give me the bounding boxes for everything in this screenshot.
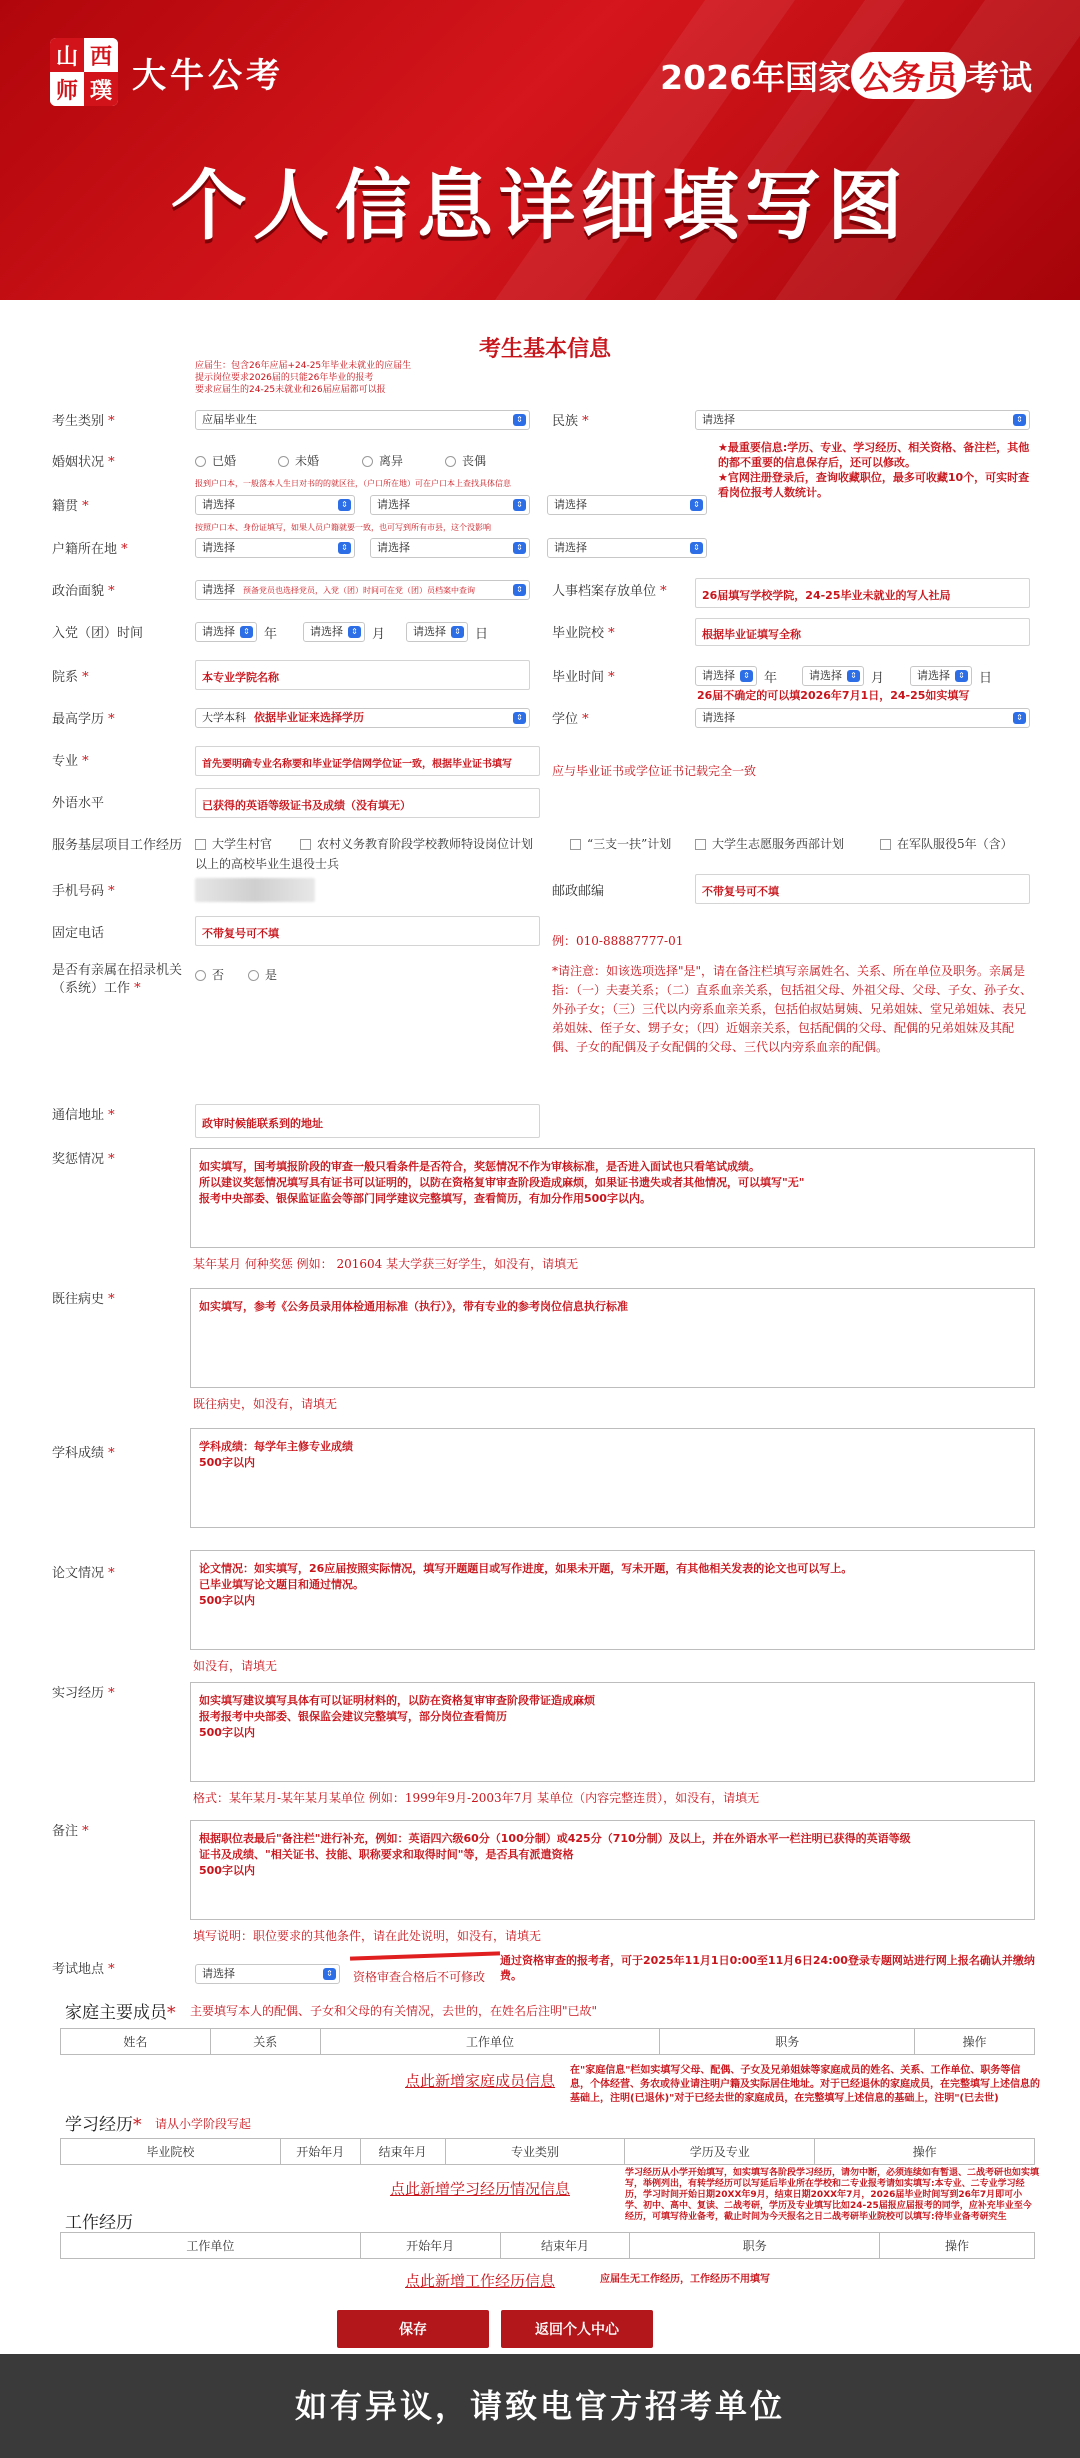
- native-note: 按照户口本、身份证填写，如果人员户籍就要一致，也可写到所有市县，这个没影响: [195, 523, 491, 532]
- internship-textarea[interactable]: 如实填写建议填写具体有可以证明材料的，以防在资格复审审查阶段带证造成麻烦 报考报考中央部委、银保监会建议完整填写，部分岗位查看简历 500字以内: [190, 1682, 1035, 1782]
- grad-year-select[interactable]: 请选择 ⇕: [695, 666, 757, 686]
- department-label: 院系 *: [52, 670, 89, 685]
- internship-hint: 格式：某年某月-某年某月某单位 例如：1999年9月-2003年7月 某单位（内容完整连贯），如没有，请填无: [193, 1791, 760, 1805]
- work-col-company: 工作单位: [61, 2233, 361, 2259]
- chevron-down-icon: ⇕: [240, 626, 253, 638]
- family-title: 家庭主要成员*: [65, 2003, 176, 2023]
- service-label: 服务基层项目工作经历: [52, 838, 183, 853]
- native-county-select[interactable]: 请选择 ⇕: [547, 495, 707, 515]
- family-table: [60, 2028, 1035, 2055]
- address-label: 通信地址 *: [52, 1108, 115, 1123]
- checkbox-icon: [695, 839, 706, 850]
- relatives-option-yes[interactable]: 是: [248, 966, 277, 983]
- grad-note: 26届不确定的可以填2026年7月1日，24-25如实填写: [697, 689, 970, 702]
- back-button[interactable]: 返回个人中心: [501, 2310, 653, 2348]
- service-option-sanzhi[interactable]: “三支一扶”计划: [570, 835, 671, 852]
- grad-day-select[interactable]: 请选择 ⇕: [910, 666, 972, 686]
- marital-option-married[interactable]: 已婚: [195, 452, 236, 469]
- landline-example: 例：010-88887777-01: [552, 934, 684, 948]
- email-input[interactable]: 不带复号可不填: [695, 874, 1030, 904]
- internship-label: 实习经历 *: [52, 1686, 115, 1701]
- save-button[interactable]: 保存: [337, 2310, 489, 2348]
- grad-date-label: 毕业时间 *: [552, 670, 615, 685]
- thesis-hint: 如没有，请填无: [193, 1659, 278, 1673]
- chevron-down-icon: ⇕: [513, 414, 526, 426]
- radio-icon: [278, 456, 289, 467]
- radio-icon: [195, 456, 206, 467]
- work-title: 工作经历: [65, 2213, 133, 2233]
- chevron-down-icon: ⇕: [451, 626, 464, 638]
- school-label: 毕业院校 *: [552, 626, 615, 641]
- native-city-select[interactable]: 请选择 ⇕: [370, 495, 530, 515]
- medical-textarea[interactable]: 如实填写，参考《公务员录用体检通用标准（执行）》，带有专业的参考岗位信息执行标准: [190, 1288, 1035, 1388]
- chevron-down-icon: ⇕: [338, 499, 351, 511]
- chevron-down-icon: ⇕: [513, 584, 526, 596]
- form-area: [50, 310, 1040, 2338]
- ethnicity-label: 民族 *: [552, 414, 589, 429]
- work-note: 应届生无工作经历，工作经历不用填写: [600, 2274, 770, 2285]
- location-select[interactable]: 请选择 ⇕: [195, 1964, 340, 1984]
- study-col-major-type: 专业类别: [445, 2139, 625, 2165]
- chevron-down-icon: ⇕: [513, 542, 526, 554]
- radio-icon: [362, 456, 373, 467]
- family-col-relation: 关系: [210, 2029, 320, 2055]
- hukou-province-select[interactable]: 请选择 ⇕: [195, 538, 355, 558]
- location-note: 通过资格审查的报考者，可于2025年11月1日0:00至11月6日24:00登录专题网站进行网上报名确认并缴纳费。: [500, 1954, 1035, 1982]
- address-input[interactable]: 政审时候能联系到的地址: [195, 1104, 540, 1138]
- education-label: 最高学历 *: [52, 712, 115, 727]
- chevron-down-icon: ⇕: [1013, 414, 1026, 426]
- checkbox-icon: [195, 839, 206, 850]
- english-label: 外语水平: [52, 796, 105, 811]
- family-hint: 主要填写本人的配偶、子女和父母的有关情况，去世的，在姓名后注明"已故": [190, 2004, 598, 2018]
- work-col-end: 结束年月: [500, 2233, 630, 2259]
- service-option-village[interactable]: 大学生村官: [195, 835, 272, 852]
- marital-note: 报到户口本，一般落本人生日对书的的就区往，（户口所在地）可在户口本上查找具体信息: [195, 479, 511, 488]
- political-select[interactable]: 请选择 预备党员也选择党员，入党（团）时间可在党（团）员档案中查询 ⇕: [195, 580, 530, 600]
- relatives-option-no[interactable]: 否: [195, 966, 224, 983]
- marital-option-divorced[interactable]: 离异: [362, 452, 403, 469]
- study-table: [60, 2138, 1035, 2165]
- awards-hint: 某年某月 何种奖惩 例如： 201604 某大学获三好学生，如没有，请填无: [193, 1257, 579, 1271]
- school-input[interactable]: 根据毕业证填写全称: [695, 618, 1030, 646]
- join-date-label: 入党（团）时间: [52, 626, 144, 641]
- service-option-teacher[interactable]: 农村义务教育阶段学校教师特设岗位计划: [300, 835, 533, 852]
- category-select[interactable]: 应届毕业生 ⇕: [195, 410, 530, 430]
- hukou-label: 户籍所在地 *: [52, 542, 128, 557]
- work-table: [60, 2232, 1035, 2259]
- study-col-action: 操作: [815, 2139, 1035, 2165]
- medical-hint: 既往病史，如没有，请填无: [193, 1397, 338, 1411]
- checkbox-icon: [300, 839, 311, 850]
- year-unit: 年: [264, 627, 278, 642]
- location-label: 考试地点 *: [52, 1962, 115, 1977]
- landline-input[interactable]: 不带复号可不填: [195, 916, 540, 946]
- work-col-start: 开始年月: [360, 2233, 500, 2259]
- thesis-label: 论文情况 *: [52, 1566, 115, 1581]
- top-note: 应届生：包含26年应届+24-25年毕业未就业的应届生 提示岗位要求2026届的只能26年毕业的报考 要求应届生的24-25未就业和26届应届都可以报: [195, 361, 412, 395]
- relatives-note: *请注意：如该选项选择"是"，请在备注栏填写亲属姓名、关系、所在单位及职务。亲属是指：（一）夫妻关系；（二）直系血亲关系，包括祖父母、外祖父母、父母、子女、孙子女、外孙子女；（三）三代以内旁系血亲关系，包括伯叔姑舅姨、兄弟姐妹、堂兄弟姐妹、表兄弟姐妹、侄子女、甥子女；（四）近姻亲关系，包括配偶的父母、配偶的兄弟姐妹及其配偶、子女的配偶及子女配偶的父母、三代以内旁系血亲的配偶。: [552, 964, 1033, 1054]
- chevron-down-icon: ⇕: [1013, 712, 1026, 724]
- study-col-end: 结束年月: [360, 2139, 445, 2165]
- location-hint: 资格审查合格后不可修改: [353, 1970, 486, 1984]
- education-select[interactable]: 大学本科 依据毕业证来选择学历 ⇕: [195, 708, 530, 728]
- add-work-link[interactable]: 点此新增工作经历信息: [405, 2272, 556, 2290]
- marital-option-single[interactable]: 未婚: [278, 452, 319, 469]
- english-input[interactable]: 已获得的英语等级证书及成绩（没有填无）: [195, 788, 540, 818]
- family-note: 在"家庭信息"栏如实填写父母、配偶、子女及兄弟姐妹等家庭成员的姓名、关系、工作单位、职务等信息，个体经营、务农或待业请注明户籍及实际居住地址。对于已经退休的家庭成员，在完整填写上述信息的基础上，注明(已退休)"对于已经去世的家庭成员，在完整填写上述信息的基础上，注明"(已去世): [570, 2065, 1040, 2104]
- checkbox-icon: [570, 839, 581, 850]
- year-unit: 年: [764, 671, 778, 686]
- checkbox-icon: [880, 839, 891, 850]
- family-col-company: 工作单位: [320, 2029, 660, 2055]
- study-col-start: 开始年月: [280, 2139, 360, 2165]
- exam-title: 2026年国家 公务员 考试: [660, 52, 1032, 99]
- chevron-down-icon: ⇕: [513, 712, 526, 724]
- medical-label: 既往病史 *: [52, 1292, 115, 1307]
- chevron-down-icon: ⇕: [690, 542, 703, 554]
- study-col-degree: 学历及专业: [625, 2139, 815, 2165]
- family-col-position: 职务: [660, 2029, 915, 2055]
- degree-label: 学位 *: [552, 712, 589, 727]
- marital-option-widowed[interactable]: 丧偶: [445, 452, 486, 469]
- email-label: 邮政邮编: [552, 884, 605, 899]
- scores-textarea[interactable]: 学科成绩：每学年主修专业成绩 500字以内: [190, 1428, 1035, 1528]
- join-day-select[interactable]: 请选择 ⇕: [406, 622, 468, 642]
- service-option-army[interactable]: 在军队服役5年（含）: [880, 835, 1013, 852]
- hukou-county-select[interactable]: 请选择 ⇕: [547, 538, 707, 558]
- family-col-action: 操作: [915, 2029, 1035, 2055]
- landline-label: 固定电话: [52, 926, 105, 941]
- relatives-label: 是否有亲属在招录机关（系统）工作 *: [52, 963, 183, 996]
- major-label: 专业 *: [52, 754, 89, 769]
- department-input[interactable]: 本专业学院名称: [195, 660, 530, 690]
- radio-icon: [195, 970, 206, 981]
- family-col-name: 姓名: [61, 2029, 211, 2055]
- native-label: 籍贯 *: [52, 499, 89, 514]
- remarks-hint: 填写说明：职位要求的其他条件，请在此处说明，如没有，请填无: [193, 1929, 542, 1943]
- chevron-down-icon: ⇕: [740, 670, 753, 682]
- political-label: 政治面貌 *: [52, 584, 115, 599]
- hukou-city-select[interactable]: 请选择 ⇕: [370, 538, 530, 558]
- banner: [0, 0, 1080, 300]
- join-year-select[interactable]: 请选择 ⇕: [195, 622, 257, 642]
- day-unit: 日: [475, 627, 489, 642]
- chevron-down-icon: ⇕: [847, 670, 860, 682]
- day-unit: 日: [979, 671, 993, 686]
- month-unit: 月: [871, 671, 885, 686]
- thesis-textarea[interactable]: 论文情况：如实填写，26应届按照实际情况，填写开题题目或写作进度，如果未开题，写未开题，有其他相关发表的论文也可以写上。 已毕业填写论文题目和通过情况。 500字以内: [190, 1550, 1035, 1650]
- add-family-link[interactable]: 点此新增家庭成员信息: [405, 2072, 556, 2090]
- study-col-school: 毕业院校: [61, 2139, 281, 2165]
- marital-label: 婚姻状况 *: [52, 455, 115, 470]
- chevron-down-icon: ⇕: [348, 626, 361, 638]
- brand-name: 大牛公考: [132, 56, 284, 96]
- footer-banner: 如有异议，请致电官方招考单位: [0, 2354, 1080, 2458]
- service-option-tail: 以上的高校毕业生退役士兵: [195, 857, 340, 871]
- remarks-textarea[interactable]: 根据职位表最后"备注栏"进行补充，例如：英语四六级60分（100分制）或425分（710分制）及以上，并在外语水平一栏注明已获得的英语等级 证书及成绩、"相关证书、技能、职称要求和取得时间"等，是否具有派遣资格 500字以内: [190, 1820, 1035, 1920]
- major-hint: 应与毕业证书或学位证书记载完全一致: [552, 764, 757, 778]
- chevron-down-icon: ⇕: [323, 1968, 336, 1980]
- awards-label: 奖惩情况 *: [52, 1152, 115, 1167]
- mobile-label: 手机号码 *: [52, 884, 115, 899]
- remarks-label: 备注 *: [52, 1824, 89, 1839]
- join-month-select[interactable]: 请选择 ⇕: [303, 622, 365, 642]
- radio-icon: [248, 970, 259, 981]
- archive-label: 人事档案存放单位 *: [552, 584, 667, 599]
- grad-month-select[interactable]: 请选择 ⇕: [802, 666, 864, 686]
- chevron-down-icon: ⇕: [690, 499, 703, 511]
- study-note: 学习经历从小学开始填写，如实填写各阶段学习经历，请勿中断，必须连续如有暂退、二战考研也如实填写，举例列出，有转学经历可以写延后毕业所在学校和二专业报考请如实填写:本专业、二专业学习经历，学习时间开始日期20XX年9月，结束日期20XX年7月，2026届毕业时间写到26年7月即可小学、初中、高中、复读、二战考研，学历及专业填写比如24-25届报应届报考的同学，应补充毕业至今经历，可填写待业备考，截止时间为今天报名之日二战考研毕业院校可以填写:待毕业备考研究生: [625, 2168, 1040, 2222]
- chevron-down-icon: ⇕: [955, 670, 968, 682]
- add-study-link[interactable]: 点此新增学习经历情况信息: [390, 2180, 571, 2198]
- logo: 山 西 师 璞: [50, 38, 118, 106]
- study-title: 学习经历*: [65, 2115, 142, 2135]
- arrow-decoration: [350, 1951, 500, 1960]
- ethnicity-select[interactable]: 请选择 ⇕: [695, 410, 1030, 430]
- study-hint: 请从小学阶段写起: [155, 2117, 252, 2131]
- major-input[interactable]: 首先要明确专业名称要和毕业证学信网学位证一致，根据毕业证书填写: [195, 746, 540, 776]
- radio-icon: [445, 456, 456, 467]
- chevron-down-icon: ⇕: [338, 542, 351, 554]
- category-label: 考生类别 *: [52, 414, 115, 429]
- work-col-position: 职务: [630, 2233, 880, 2259]
- work-col-action: 操作: [880, 2233, 1035, 2259]
- degree-select[interactable]: 请选择 ⇕: [695, 708, 1030, 728]
- month-unit: 月: [372, 627, 386, 642]
- mobile-input[interactable]: [195, 878, 315, 902]
- section-title: 考生基本信息: [478, 336, 611, 362]
- page-title: 个人信息详细填写图: [171, 161, 909, 250]
- archive-input[interactable]: 26届填写学校学院，24-25毕业未就业的写人社局: [695, 578, 1030, 608]
- native-province-select[interactable]: 请选择 ⇕: [195, 495, 355, 515]
- awards-textarea[interactable]: 如实填写，国考填报阶段的审查一般只看条件是否符合，奖惩情况不作为审核标准，是否进入面试也只看笔试成绩。 所以建议奖惩情况填写具有证书可以证明的，以防在资格复审审查阶段造成麻烦，如果证书遗失或者其他情况，可以填写"无" 报考中央部委、银保监证监会等部门同学建议完整填写，查看简历，有加分作用500字以内。: [190, 1148, 1035, 1248]
- important-note: ★最重要信息:学历、专业、学习经历、相关资格、备注栏，其他的都不重要的信息保存后，还可以修改。 ★官网注册登录后，查询收藏职位，最多可收藏10个，可实时查看岗位报考人数统计。: [718, 441, 1030, 499]
- scores-label: 学科成绩 *: [52, 1446, 115, 1461]
- chevron-down-icon: ⇕: [513, 499, 526, 511]
- service-option-west[interactable]: 大学生志愿服务西部计划: [695, 835, 844, 852]
